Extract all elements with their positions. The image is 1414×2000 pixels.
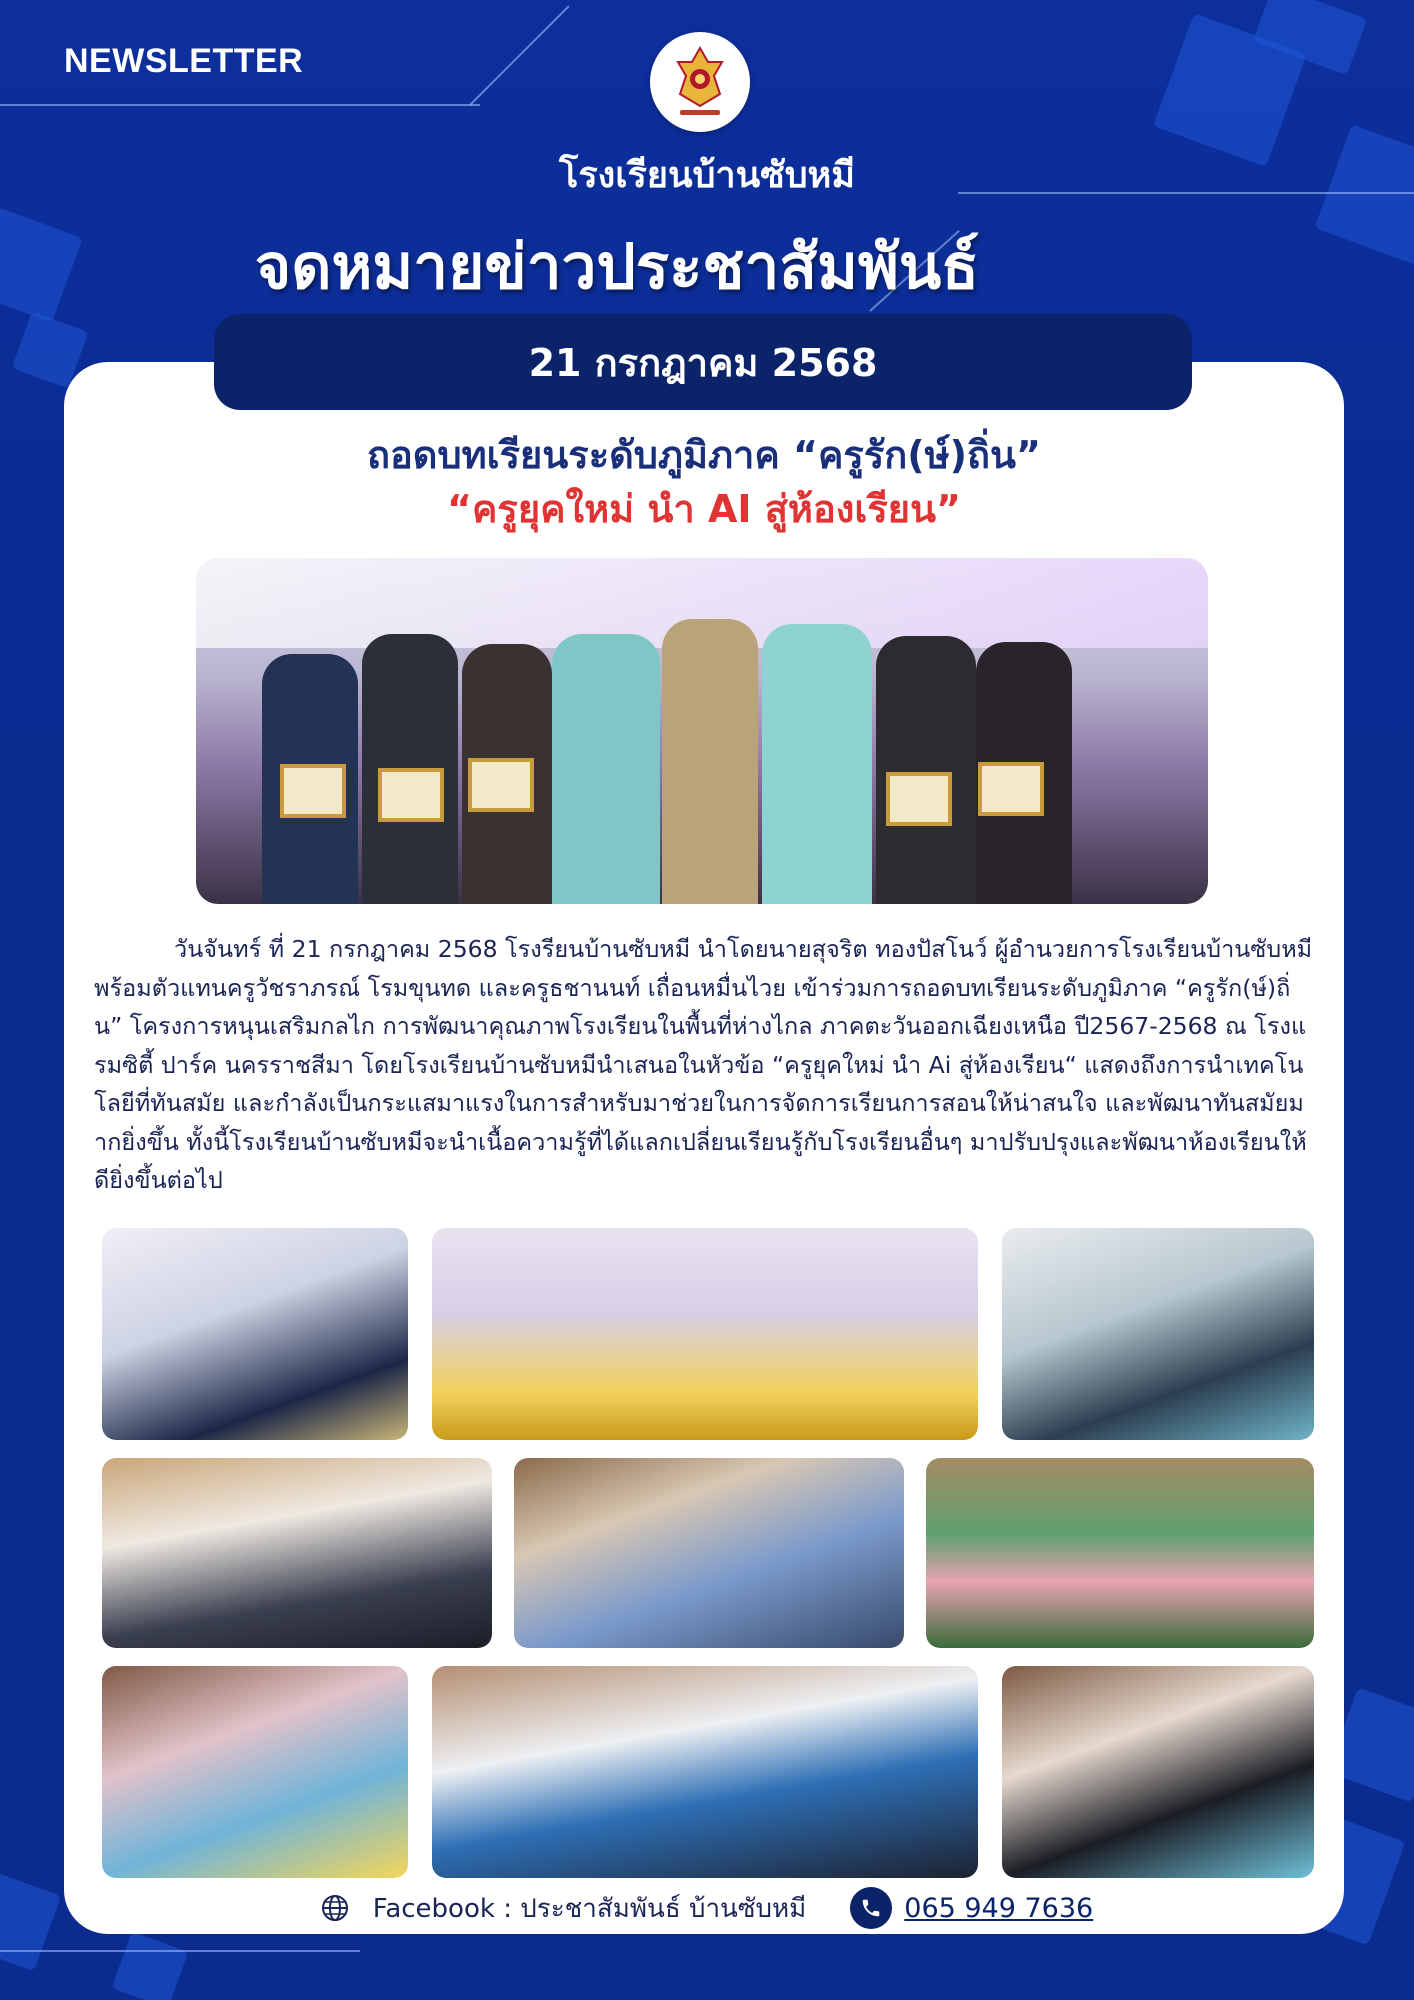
date-badge: 21 กรกฎาคม 2568: [214, 314, 1192, 410]
gallery-photo: [102, 1228, 408, 1440]
newsletter-title: จดหมายข่าวประชาสัมพันธ์: [254, 230, 980, 303]
gallery-photo: [102, 1666, 408, 1878]
gallery-photo: [926, 1458, 1314, 1648]
school-name: โรงเรียนบ้านซับหมี: [558, 155, 855, 196]
school-logo: [650, 32, 750, 132]
gallery-photo: [102, 1458, 492, 1648]
phone-number-link[interactable]: 065 949 7636: [904, 1892, 1094, 1924]
article-subheadline: “ครูยุคใหม่ นำ AI สู่ห้องเรียน”: [447, 487, 961, 531]
phone-icon: [850, 1887, 892, 1929]
main-photo: [196, 558, 1208, 904]
globe-icon: [321, 1894, 349, 1922]
gallery-photo: [1002, 1666, 1314, 1878]
gallery-photo: [1002, 1228, 1314, 1440]
facebook-link[interactable]: Facebook : ประชาสัมพันธ์ บ้านซับหมี: [372, 1893, 807, 1924]
gallery-photo: [432, 1228, 978, 1440]
newsletter-label: NEWSLETTER: [64, 42, 304, 80]
gallery-photo: [432, 1666, 978, 1878]
article-body: วันจันทร์ ที่ 21 กรกฎาคม 2568 โรงรียนบ้านซับหมี นำโดยนายสุจริต ทองปัสโนว์ ผู้อำนวยการโรงเรียนบ้านซับหมี พร้อมตัวแทนครูวัชราภรณ์ โรมขุนทด และครูธชานนท์ เถื่อนหมื่นไวย เข้าร่วมการถอดบทเรียนระดับภูมิภาค “ครูรัก(ษ์)ถิ่น” โครงการหนุนเสริมกลไก การพัฒนาคุณภาพโรงเรียนในพื้นที่ห่างไกล ภาคตะวันออกเฉียงเหนือ ปี2567-2568 ณ โรงแรมซิตี้ ปาร์ค นครราชสีมา โดยโรงเรียนบ้านซับหมีนำเสนอในหัวข้อ “ครูยุคใหม่ นำ Ai สู่ห้องเรียน“ แสดงถึงการนำเทคโนโลยีที่ทันสมัย และกำลังเป็นกระแสมาแรงในการสำหรับมาช่วยในการจัดการเรียนการสอนให้น่าสนใจ และพัฒนาทันสมัยมากยิ่งขึ้น ทั้งนี้โรงเรียนบ้านซับหมีจะนำเนื้อความรู้ที่ได้แลกเปลี่ยนเรียนรู้กับโรงเรียนอื่นๆ มาปรับปรุงและพัฒนาห้องเรียนให้ดียิ่งขึ้นต่อไป: [94, 935, 1313, 1194]
footer: [0, 1886, 1414, 1930]
article-headline: ถอดบทเรียนระดับภูมิภาค “ครูรัก(ษ์)ถิ่น”: [366, 433, 1042, 477]
gallery-photo: [514, 1458, 904, 1648]
